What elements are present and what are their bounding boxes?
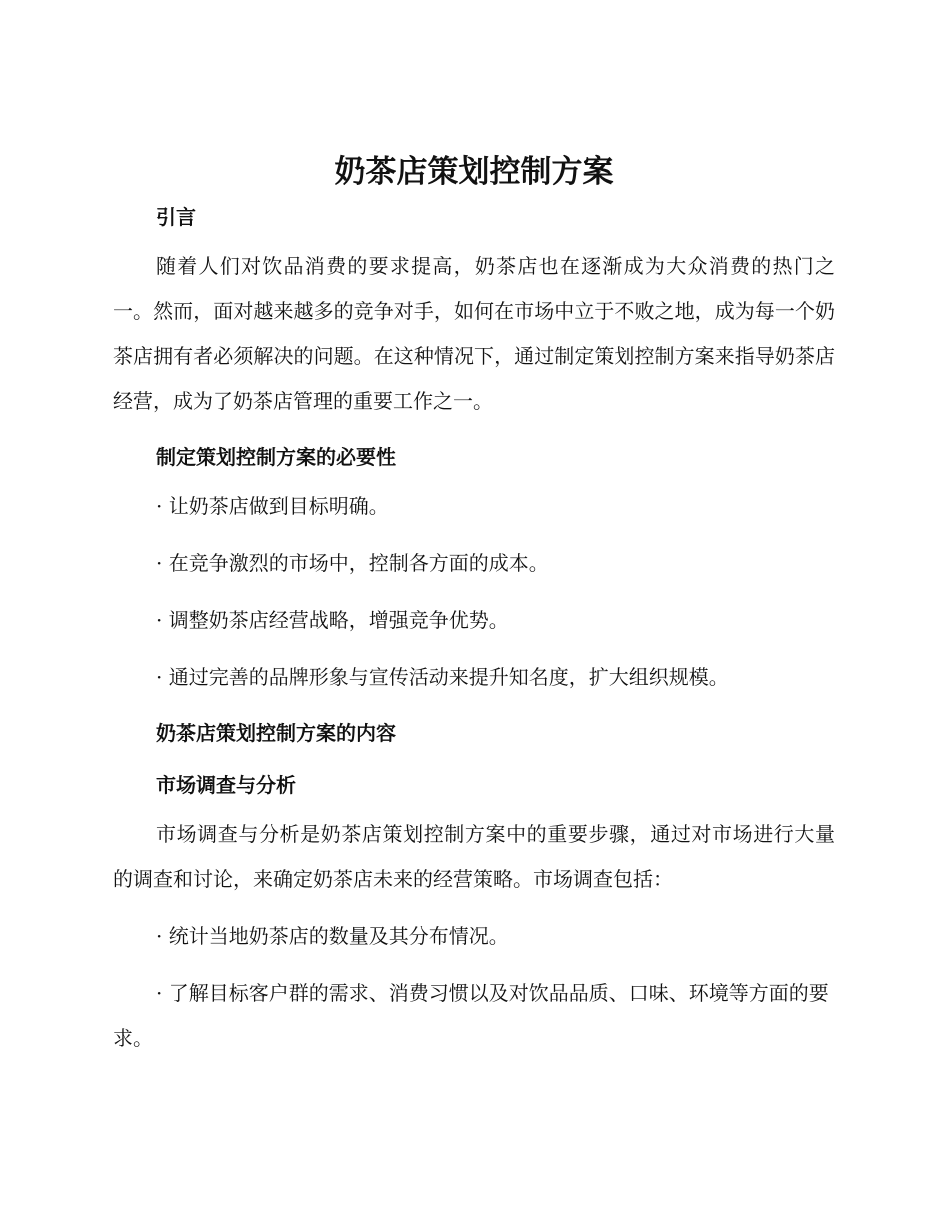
market-item: · 了解目标客户群的需求、消费习惯以及对饮品品质、口味、环境等方面的要求。 <box>113 981 829 1050</box>
necessity-item: · 调整奶茶店经营战略，增强竞争优势。 <box>156 608 509 632</box>
market-paragraph: 市场调查与分析是奶茶店策划控制方案中的重要步骤，通过对市场进行大量的调查和讨论，来确定奶茶店未来的经营策略。市场调查包括： <box>113 822 835 891</box>
market-heading: 市场调查与分析 <box>156 773 296 797</box>
intro-paragraph: 随着人们对饮品消费的要求提高，奶茶店也在逐渐成为大众消费的热门之一。然而，面对越来越多的竞争对手，如何在市场中立于不败之地，成为每一个奶茶店拥有者必须解决的问题。在这种情况下，通过制定策划控制方案来指导奶茶店经营，成为了奶茶店管理的重要工作之一。 <box>113 254 835 413</box>
intro-heading: 引言 <box>156 205 196 229</box>
necessity-item: · 在竞争激烈的市场中，控制各方面的成本。 <box>156 551 549 575</box>
necessity-item: · 让奶茶店做到目标明确。 <box>156 494 389 518</box>
document-title: 奶茶店策划控制方案 <box>334 154 614 190</box>
content-heading: 奶茶店策划控制方案的内容 <box>156 721 396 745</box>
necessity-item: · 通过完善的品牌形象与宣传活动来提升知名度，扩大组织规模。 <box>156 665 729 689</box>
necessity-heading: 制定策划控制方案的必要性 <box>156 445 396 469</box>
market-item: · 统计当地奶茶店的数量及其分布情况。 <box>156 924 509 948</box>
document-page <box>113 148 835 1061</box>
